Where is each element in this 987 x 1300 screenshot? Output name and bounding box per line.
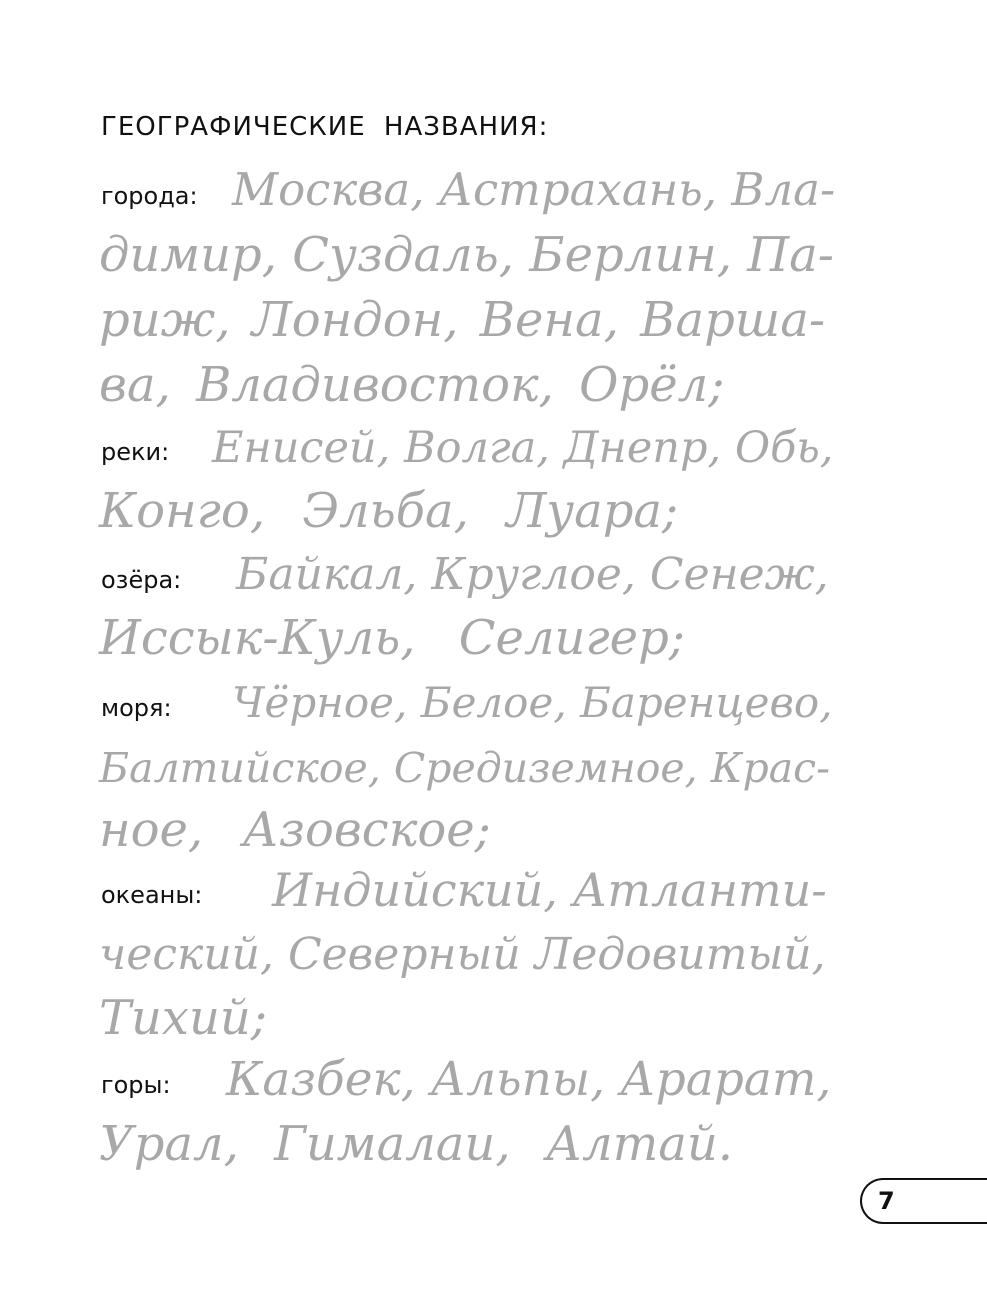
- cities-line-1: Москва, Астрахань, Вла-: [232, 163, 836, 216]
- lakes-line-2: Иссык-Куль, Селигер;: [99, 610, 685, 666]
- oceans-line-3: Тихий;: [99, 990, 267, 1046]
- rivers-line-2: Конго, Эльба, Луара;: [99, 483, 679, 539]
- lakes-line-1: Байкал, Круглое, Сенеж,: [236, 549, 829, 600]
- cities-line-2: димир, Суздаль, Берлин, Па-: [99, 227, 834, 283]
- mountains-line-2: Урал, Гималаи, Алтай.: [99, 1116, 734, 1172]
- mountains-line-1: Казбек, Альпы, Арарат,: [226, 1052, 832, 1107]
- section-label-mountains: горы:: [101, 1071, 171, 1099]
- section-label-lakes: озёра:: [101, 566, 182, 594]
- section-label-rivers: реки:: [101, 438, 170, 466]
- seas-line-1: Чёрное, Белое, Баренцево,: [232, 678, 833, 727]
- page-number-tab: [860, 1178, 987, 1224]
- seas-line-3: ное, Азовское;: [99, 802, 491, 858]
- rivers-line-1: Енисей, Волга, Днепр, Обь,: [212, 423, 834, 473]
- page-number: 7: [878, 1187, 895, 1215]
- page-title: ГЕОГРАФИЧЕСКИЕ НАЗВАНИЯ:: [101, 112, 549, 142]
- cities-line-4: ва, Владивосток, Орёл;: [99, 357, 725, 413]
- section-label-cities: города:: [101, 182, 198, 210]
- section-label-oceans: океаны:: [101, 881, 203, 909]
- oceans-line-1: Индийский, Атланти-: [272, 863, 827, 917]
- section-label-seas: моря:: [101, 694, 172, 722]
- cities-line-3: риж, Лондон, Вена, Варша-: [99, 292, 826, 348]
- oceans-line-2: ческий, Северный Ледовитый,: [99, 929, 826, 980]
- seas-line-2: Балтийское, Средиземное, Крас-: [99, 744, 830, 792]
